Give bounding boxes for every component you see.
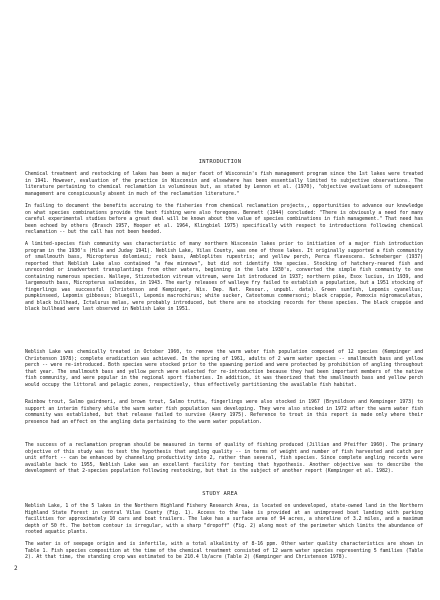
intro-paragraph-1: Chemical treatment and restocking of lakes has been a major facet of Wisconsin's fish management program since the 1st lakes were treated in 1941. However, evaluation of the practice in Wisconsin and elsewhere has been essentially limited to subjective observations. The literature pertaining to chemical reclamation is voluminous but, as stated by Lennon et al. (1970), "objective evaluations of subsequent management are conspicuously absent in much of the reclamation literature."	[25, 171, 423, 197]
intro-paragraph-5: Rainbow trout, Salmo gairdneri, and brown trout, Salmo trutta, fingerlings were also stocked in 1967 (Brynildson and Kempinger 1973) to support an interim fishery while the warm water fish population was developing. They were also stocked in 1972 after the warm water fish community was established, but that release failed to survive (Avery 1975). Reference to trout in this report is made only where their presence had an effect on the angling data pertaining to the warm water population.	[25, 399, 423, 425]
intro-paragraph-4: Neblish Lake was chemically treated in October 1960, to remove the warm water fish population composed of 12 species (Kempinger and Christenson 1978); complete eradication was achieved. In the spring of 1961, adults of 2 warm water species -- smallmouth bass and yellow perch -- were re-introduced. Both species were stocked prior to the spawning period and were protected by prohibition of angling throughout that year. The smallmouth bass and yellow perch were selected for re-introduction because they had been important members of the native fish community, and were popular in the regional sport fisheries. In addition, it was theorized that the smallmouth bass and yellow perch would occupy the littoral and pelagic zones, respectively, thus effectively partitioning the available fish habitat.	[25, 349, 423, 388]
intro-paragraph-3: A limited-species fish community was characteristic of many northern Wisconsin lakes prior to initiation of a major fish introduction program in the 1930's (Hile and Juday 1941). Neblish Lake, Vilas County, was one of those lakes. It originally supported a fish community of smallmouth bass, Micropterus dolomieui; rock bass, Ambloplites rupestris; and yellow perch, Perca flavescens. Schneberger (1937) reported that Neblish Lake also contained "a few minnows", but did not identify the species. Stocking of hatchery-reared fish and unrecorded or inadvertent transplantings from other waters, beginning in the late 1930's, converted the simple fish community to one containing numerous species. Walleye, Stizostedion vitreum vitreum, were 1st introduced in 1937; northern pike, Esox lucius, in 1939, and largemouth bass, Micropterus salmoides, in 1943. The early releases of walleye fry failed to establish a population, but a 1951 stocking of fingerlings was successful (Christenson and Kempinger, Wis. Dep. Nat. Resour., unpubl. data). Green sunfish, Lepomis cyanellus; pumpkinseed, Lepomis gibbosus; bluegill, Lepomis macrochirus; white sucker, Catostomus commersoni; black crappie, Pomoxis nigromaculatus, and black bullhead, Ictalurus melas, were probably introduced, but there are no stocking records for these species. The black crappie and black bullhead were last observed in Neblish Lake in 1951.	[25, 241, 423, 313]
page-number: 2	[14, 565, 18, 572]
intro-paragraph-2: In failing to document the benefits accruing to the fisheries from chemical reclamation projects,, opportunities to advance our knowledge on what species combinations provide the best fishing were also foregone. Bennett (1944) concluded: "There is obviously a need for many careful experimental studies before a great deal will be known about the value of species combinations in fish management." That need has been echoed by others (Brasch 1957, Hooper et al. 1964, Klingbiel 1975) specifically with respect to introductions following chemical reclamation -- but the call has not been heeded.	[25, 203, 423, 236]
intro-paragraph-6: The success of a reclamation program should be measured in terms of quality of fishing produced (Jillian and Pfeiffer 1960). The primary objective of this study was to test the hypothesis that angling quality -- in terms of weight and number of fish harvested and catch per unit effort -- can be enhanced by channeling productivity into 2, rather than several, fish species. Since complete angling records were available back to 1955, Neblish Lake was an excellent facility for testing that hypothesis. Another objective was to describe the development of that 2-species population following restocking, but that is the subject of another report (Kempinger et al. 1982).	[25, 442, 423, 475]
study-area-paragraph-2: The water is of seepage origin and is infertile, with a total alkalinity of 8-16 ppm. Other water quality characteristics are shown in Table 1. Fish species composition at the time of the chemical treatment consisted of 12 warm water species representing 5 families (Table 2). At that time, the standing crop was estimated to be 210.4 lb/acre (Table 2) (Kempinger and Christenson 1978).	[25, 541, 423, 561]
introduction-heading: INTRODUCTION	[198, 159, 242, 165]
study-area-paragraph-1: Neblish Lake, 1 of the 5 lakes in the Northern Highland Fishery Research Area, is located on undeveloped, state-owned land in the Northern Highland State Forest in central Vilas County (Fig. 1). Access to the lake is provided at an unimproved boat landing with parking facilities for approximately 10 cars and boat trailers. The lake has a surface area of 94 acres, a shoreline of 3.2 miles, and a maximum depth of 50 ft. The bottom contour is irregular, with a sharp "dropoff" (Fig. 2) along most of the perimeter which limits the abundance of rooted aquatic plants.	[25, 503, 423, 536]
study-area-heading: STUDY AREA	[202, 491, 238, 497]
